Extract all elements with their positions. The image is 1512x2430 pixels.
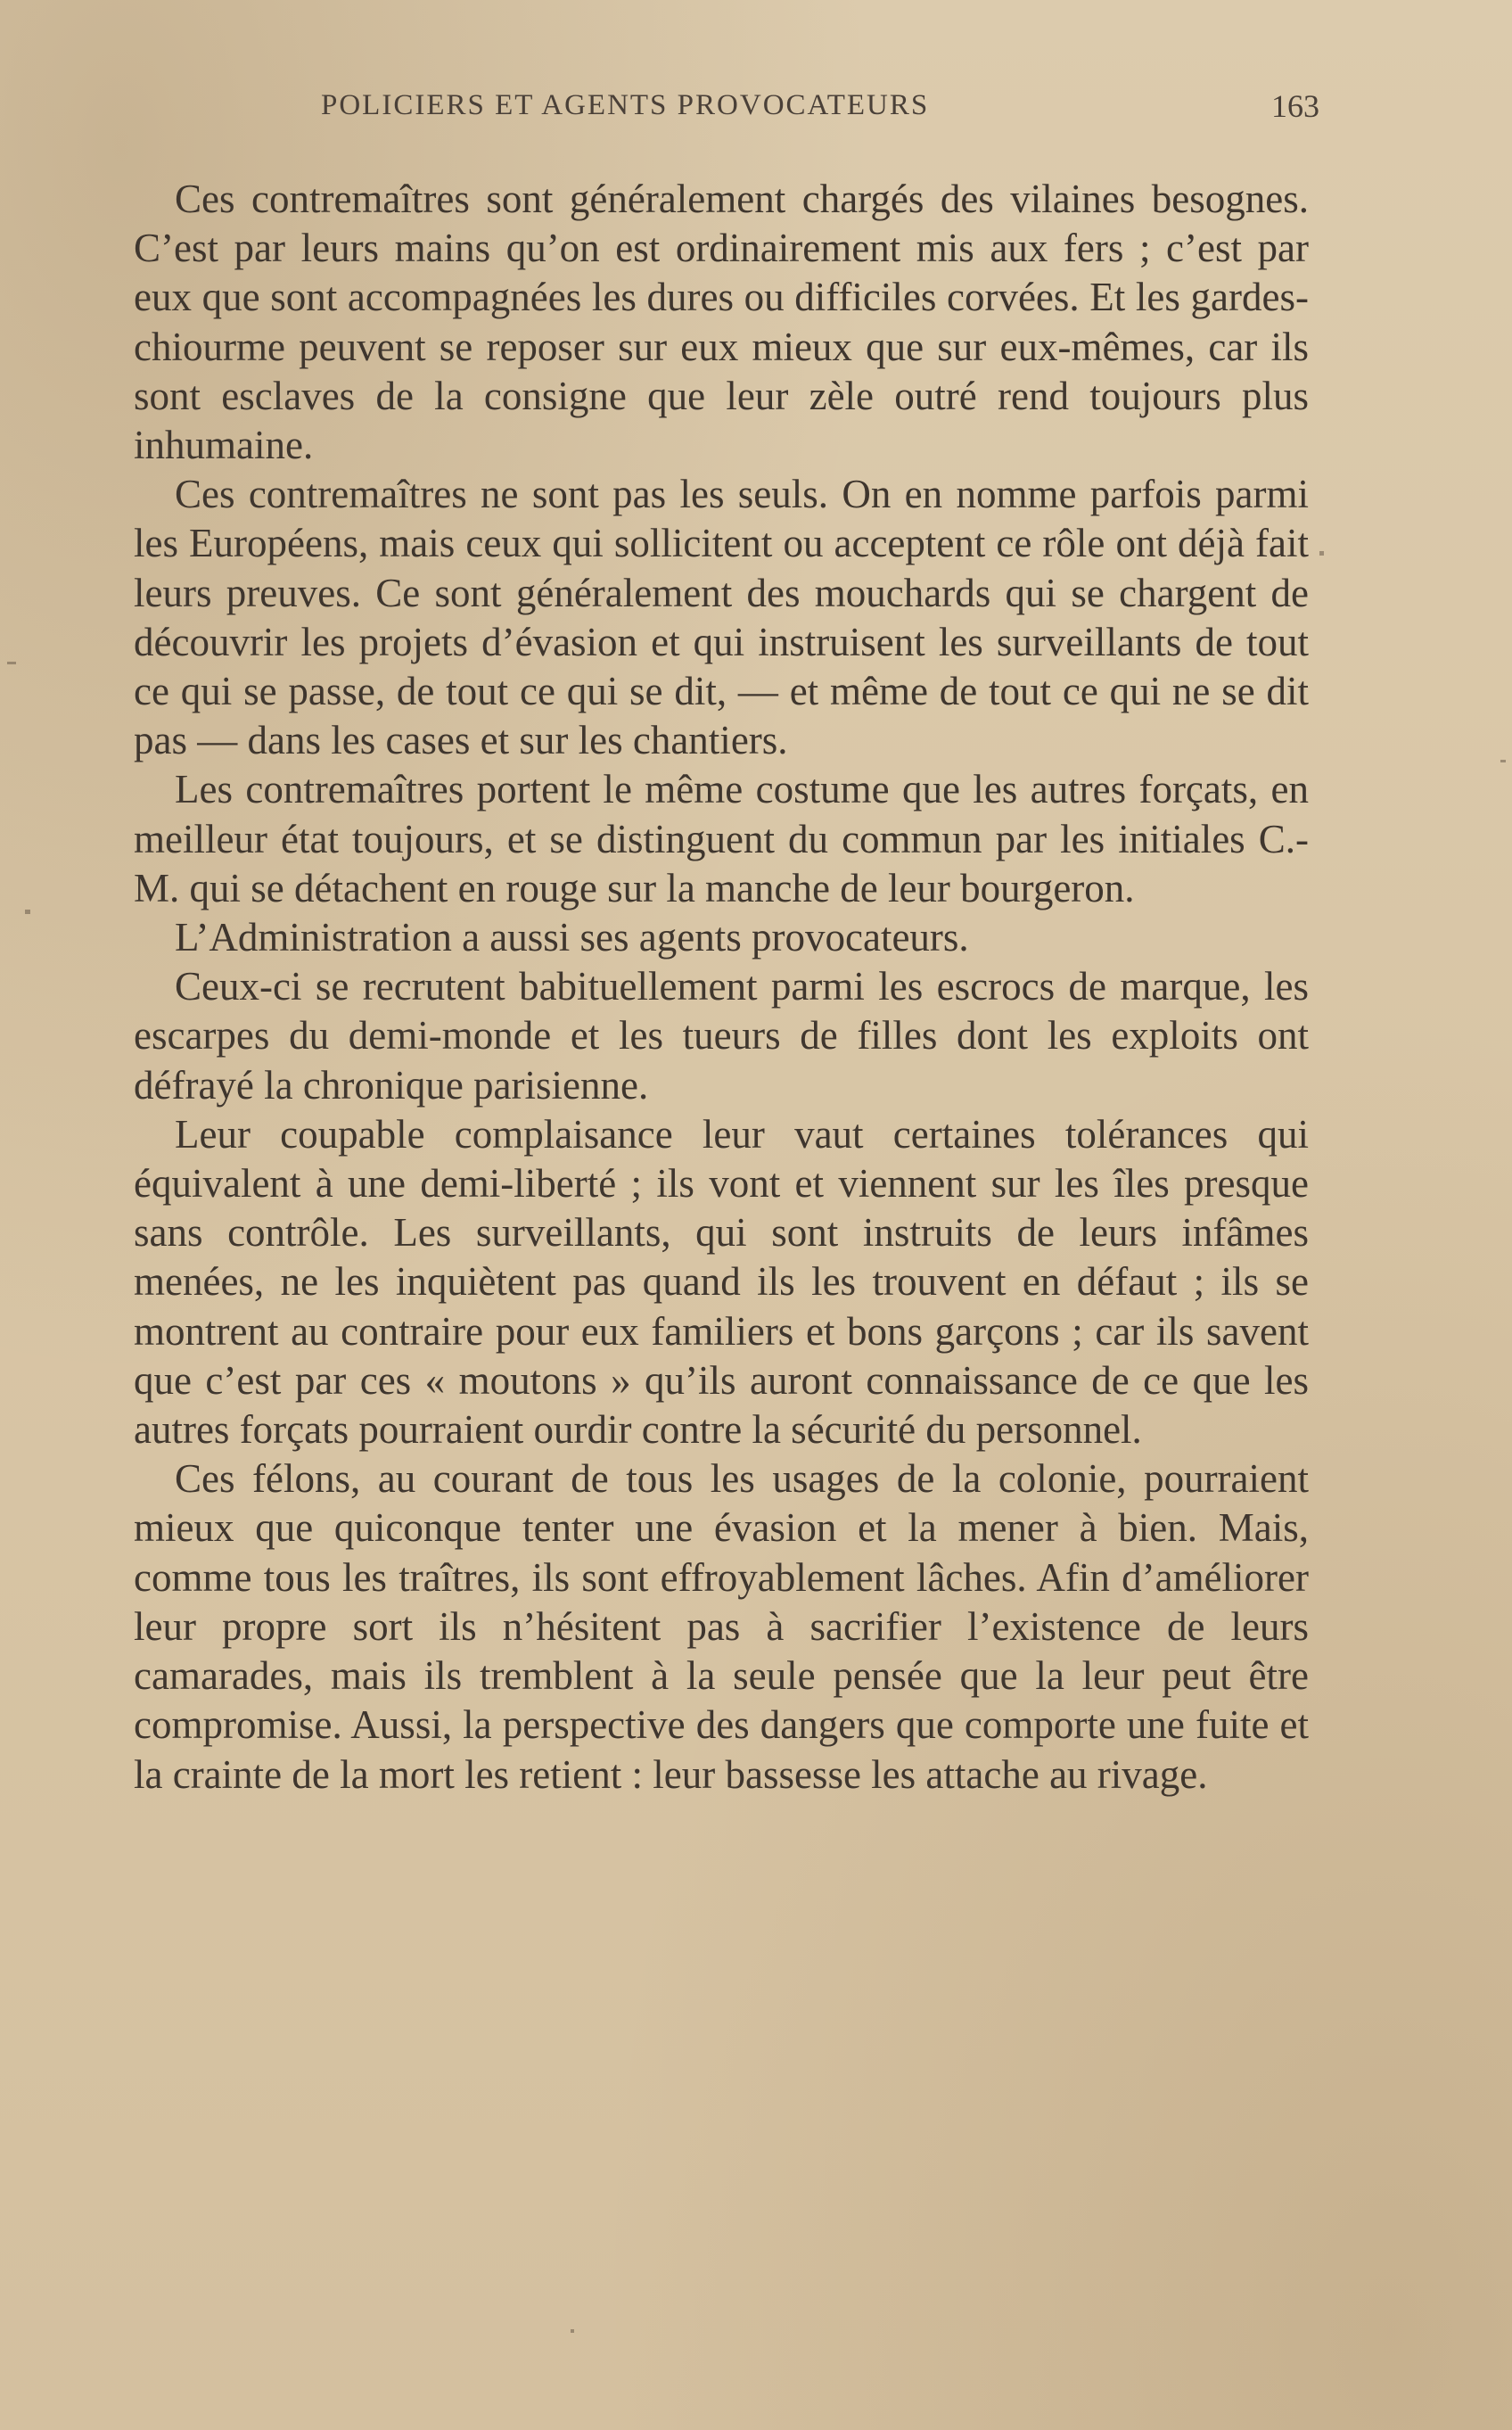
body-text — [134, 175, 1309, 1800]
margin-speck — [571, 2329, 574, 2333]
running-title: POLICIERS ET AGENTS PROVOCATEURS — [321, 89, 930, 121]
running-header — [134, 89, 1319, 134]
paragraph-2: Ces contremaîtres ne sont pas les seuls. On en nomme parfois parmi les Européens, mais ceux qui sollicitent ou acceptent ce rôle ont déjà fait leurs preuves. Ce sont généralement des mouchards qui se chargent de découvrir les projets d’évasion et qui instruisent les surveillants de tout ce qui se passe, de tout ce qui se dit, — et même de tout ce qui ne se dit pas — dans les cases et sur les chantiers. — [134, 472, 1309, 763]
margin-speck — [1500, 760, 1506, 762]
margin-speck — [7, 662, 16, 664]
margin-speck — [1319, 551, 1324, 556]
page-number: 163 — [1271, 88, 1319, 124]
margin-speck — [25, 910, 30, 914]
paragraph-5: Ceux-ci se recrutent babituellement parmi les escrocs de marque, les escarpes du demi-monde et les tueurs de filles dont les exploits ont défrayé la chronique parisienne. — [134, 964, 1309, 1108]
paragraph-4: L’Administration a aussi ses agents provocateurs. — [175, 915, 969, 960]
paragraph-6: Leur coupable complaisance leur vaut certaines tolérances qui équivalent à une demi-liberté ; ils vont et viennent sur les îles presque sans contrôle. Les surveillants, qui sont instruits de leurs infâmes menées, ne les inquiètent pas quand ils les trouvent en défaut ; ils se montrent au contraire pour eux familiers et bons garçons ; car ils savent que c’est par ces « moutons » qu’ils auront connaissance de ce que les autres forçats pourraient ourdir contre la sécurité du personnel. — [134, 1111, 1309, 1453]
paragraph-3: Les contremaîtres portent le même costume que les autres forçats, en meilleur état toujours, et se distinguent du commun par les initiales C.-M. qui se détachent en rouge sur la manche de leur bourgeron. — [134, 767, 1309, 910]
paragraph-1: Ces contremaîtres sont généralement chargés des vilaines besognes. C’est par leurs mains qu’on est ordinairement mis aux fers ; c’est par eux que sont accompagnées les dures ou difficiles corvées. Et les gardes-chiourme peuvent se reposer sur eux mieux que sur eux-mêmes, car ils sont esclaves de la consigne que leur zèle outré rend toujours plus inhumaine. — [134, 177, 1309, 468]
paragraph-7: Ces félons, au courant de tous les usages de la colonie, pourraient mieux que quiconque tenter une évasion et la mener à bien. Mais, comme tous les traîtres, ils sont effroyablement lâches. Afin d’améliorer leur propre sort ils n’hésitent pas à sacrifier l’existence de leurs camarades, mais ils tremblent à la seule pensée que la leur peut être compromise. Aussi, la perspective des dangers que comporte une fuite et la crainte de la mort les retient : leur bassesse les attache au rivage. — [134, 1456, 1309, 1797]
